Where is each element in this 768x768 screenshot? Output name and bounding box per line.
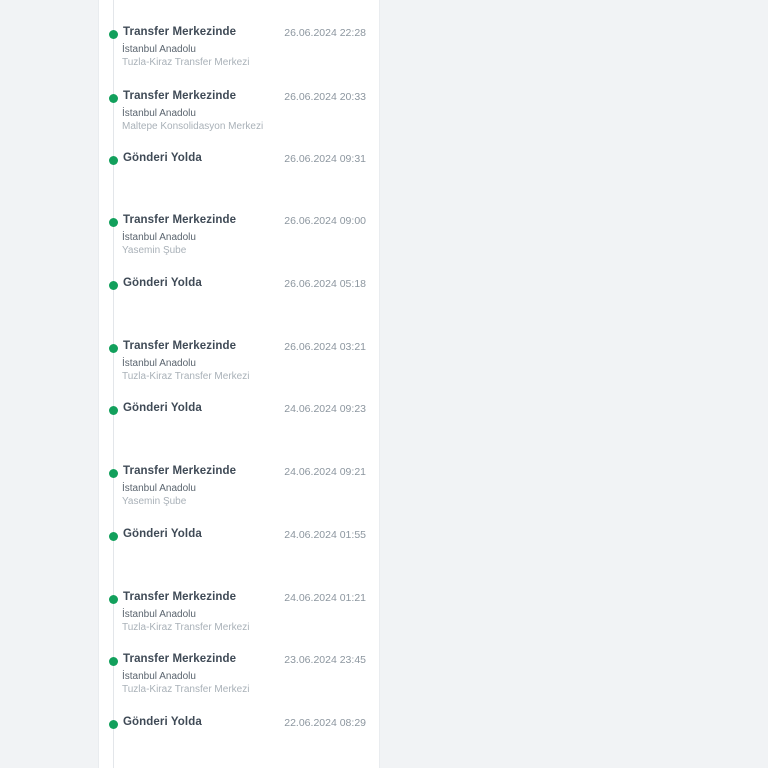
timeline-event: [98, 152, 380, 168]
event-location-primary: İstanbul Anadolu: [122, 483, 196, 494]
timeline-event: [98, 716, 380, 732]
event-location-secondary: Tuzla-Kiraz Transfer Merkezi: [122, 684, 250, 695]
event-location-secondary: Maltepe Konsolidasyon Merkezi: [122, 121, 264, 132]
event-location-secondary: Yasemin Şube: [122, 496, 187, 507]
event-timestamp: 26.06.2024 09:00: [284, 215, 366, 227]
tracking-timeline: [98, 0, 380, 768]
event-header: [98, 214, 380, 230]
event-location-primary: İstanbul Anadolu: [122, 232, 196, 243]
event-timestamp: 26.06.2024 05:18: [284, 278, 366, 290]
event-header: [98, 277, 380, 293]
event-timestamp: 24.06.2024 01:21: [284, 592, 366, 604]
event-timestamp: 24.06.2024 09:21: [284, 466, 366, 478]
event-status: Gönderi Yolda: [123, 716, 202, 728]
event-status: Gönderi Yolda: [123, 277, 202, 289]
event-header: [98, 591, 380, 607]
timeline-event: [98, 340, 380, 382]
event-location-secondary: Tuzla-Kiraz Transfer Merkezi: [122, 57, 250, 68]
event-location-secondary: Tuzla-Kiraz Transfer Merkezi: [122, 622, 250, 633]
event-header: [98, 402, 380, 418]
event-status: Transfer Merkezinde: [123, 214, 237, 226]
event-header: [98, 340, 380, 356]
event-status: Transfer Merkezinde: [123, 340, 237, 352]
timeline-event: [98, 26, 380, 68]
event-status: Gönderi Yolda: [123, 402, 202, 414]
event-location-primary: İstanbul Anadolu: [122, 609, 196, 620]
event-header: [98, 152, 380, 168]
event-header: [98, 90, 380, 106]
event-location-secondary: Yasemin Şube: [122, 245, 187, 256]
event-header: [98, 528, 380, 544]
event-header: [98, 26, 380, 42]
event-status: Transfer Merkezinde: [123, 465, 237, 477]
event-location-primary: İstanbul Anadolu: [122, 108, 196, 119]
timeline-event: [98, 214, 380, 256]
event-status: Transfer Merkezinde: [123, 26, 237, 38]
event-timestamp: 26.06.2024 20:33: [284, 91, 366, 103]
event-timestamp: 24.06.2024 01:55: [284, 529, 366, 541]
timeline-event: [98, 402, 380, 418]
event-status: Gönderi Yolda: [123, 528, 202, 540]
event-status: Transfer Merkezinde: [123, 90, 237, 102]
event-header: [98, 465, 380, 481]
timeline-event: [98, 465, 380, 507]
event-header: [98, 653, 380, 669]
timeline-event: [98, 653, 380, 695]
timeline-event: [98, 277, 380, 293]
event-timestamp: 26.06.2024 09:31: [284, 153, 366, 165]
timeline-event: [98, 591, 380, 633]
event-status: Transfer Merkezinde: [123, 591, 237, 603]
event-timestamp: 22.06.2024 08:29: [284, 717, 366, 729]
event-location-primary: İstanbul Anadolu: [122, 671, 196, 682]
event-header: [98, 716, 380, 732]
event-location-primary: İstanbul Anadolu: [122, 358, 196, 369]
event-location-primary: İstanbul Anadolu: [122, 44, 196, 55]
event-timestamp: 26.06.2024 03:21: [284, 341, 366, 353]
event-timestamp: 23.06.2024 23:45: [284, 654, 366, 666]
event-timestamp: 26.06.2024 22:28: [284, 27, 366, 39]
event-location-secondary: Tuzla-Kiraz Transfer Merkezi: [122, 371, 250, 382]
timeline-event: [98, 90, 380, 132]
event-status: Transfer Merkezinde: [123, 653, 237, 665]
timeline-event: [98, 528, 380, 544]
event-status: Gönderi Yolda: [123, 152, 202, 164]
event-timestamp: 24.06.2024 09:23: [284, 403, 366, 415]
